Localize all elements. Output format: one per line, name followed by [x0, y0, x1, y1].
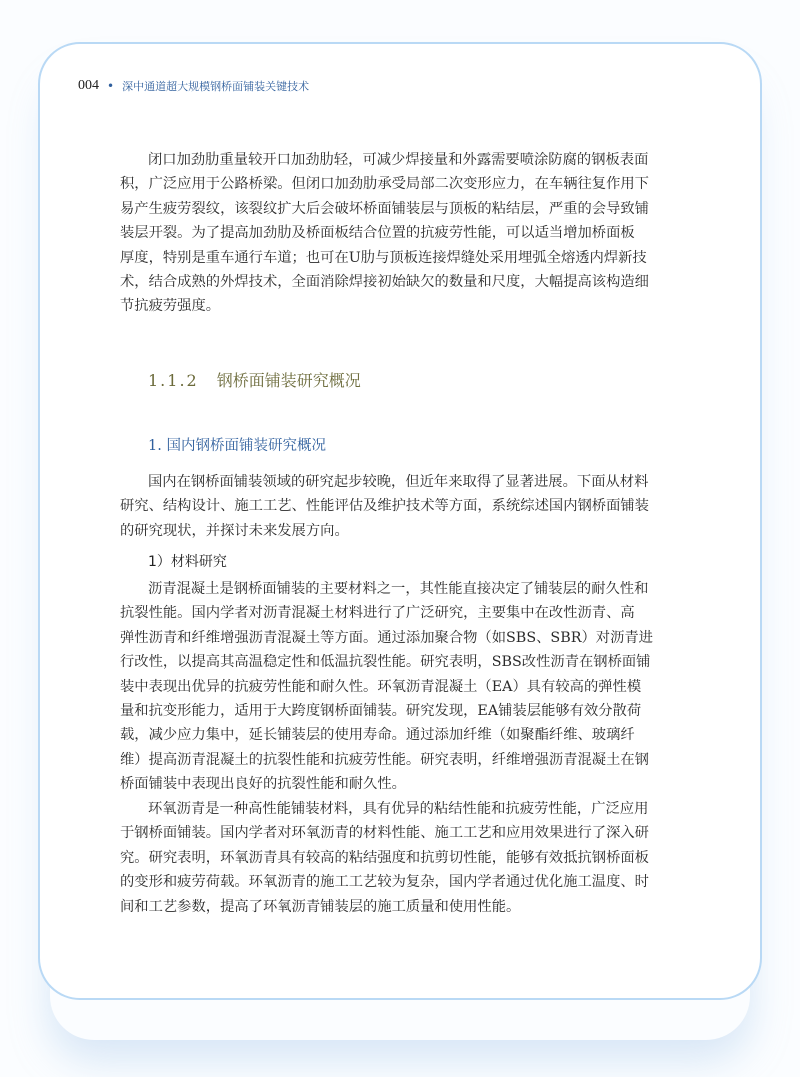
- text-line: 抗裂性能。国内学者对沥青混凝土材料进行了广泛研究，主要集中在改性沥青、高: [120, 605, 635, 622]
- text-line: 研究、结构设计、施工工艺、性能评估及维护技术等方面，系统综述国内钢桥面铺装: [120, 498, 649, 515]
- text-line: 间和工艺参数，提高了环氧沥青铺装层的施工质量和使用性能。: [120, 898, 521, 915]
- book-title: 深中通道超大规模钢桥面铺装关键技术: [122, 80, 310, 93]
- text-line: 桥面铺装中表现出良好的抗裂性能和耐久性。: [120, 776, 406, 793]
- text-line: 究。研究表明，环氧沥青具有较高的粘结强度和抗剪切性能，能够有效抵抗钢桥面板: [120, 849, 649, 866]
- text-line: 的变形和疲劳荷载。环氧沥青的施工工艺较为复杂，国内学者通过优化施工温度、时: [120, 874, 649, 891]
- text-line: 行改性，以提高其高温稳定性和低温抗裂性能。研究表明，SBS改性沥青在钢桥面铺: [120, 654, 651, 671]
- section-heading: [148, 368, 361, 391]
- text-line: 沥青混凝土是钢桥面铺装的主要材料之一，其性能直接决定了铺装层的耐久性和: [148, 581, 649, 597]
- text-line: 闭口加劲肋重量较开口加劲肋轻，可减少焊接量和外露需要喷涂防腐的钢板表面: [148, 152, 649, 168]
- text-line: 维）提高沥青混凝土的抗裂性能和抗疲劳性能。研究表明，纤维增强沥青混凝土在钢: [120, 751, 649, 768]
- section-title: 钢桥面铺装研究概况: [216, 371, 361, 390]
- text-line: 弹性沥青和纤维增强沥青混凝土等方面。通过添加聚合物（如SBS、SBR）对沥青进: [120, 629, 653, 646]
- section-number: 1.1.2: [148, 371, 199, 390]
- running-header: [78, 78, 309, 94]
- paragraph-4: [120, 797, 665, 919]
- text-line: 装层开裂。为了提高加劲肋及桥面板结合位置的抗疲劳性能，可以适当增加桥面板: [120, 225, 635, 242]
- text-line: 于钢桥面铺装。国内学者对环氧沥青的材料性能、施工工艺和应用效果进行了深入研: [120, 825, 649, 842]
- text-line: 量和抗变形能力，适用于大跨度钢桥面铺装。研究发现，EA铺装层能够有效分散荷: [120, 702, 642, 719]
- text-line: 环氧沥青是一种高性能铺装材料，具有优异的粘结性能和抗疲劳性能，广泛应用: [148, 801, 649, 817]
- text-line: 的研究现状，并探讨未来发展方向。: [120, 522, 349, 539]
- text-line: 载，减少应力集中，延长铺装层的使用寿命。通过添加纤维（如聚酯纤维、玻璃纤: [120, 727, 635, 744]
- text-line: 厚度，特别是重车通行车道；也可在U肋与顶板连接焊缝处采用埋弧全熔透内焊新技: [120, 249, 647, 266]
- text-line: 国内在钢桥面铺装领域的研究起步较晚，但近年来取得了显著进展。下面从材料: [148, 474, 649, 490]
- paragraph-1: [120, 148, 665, 319]
- header-separator: •: [107, 79, 115, 93]
- text-line: 装中表现出优异的抗疲劳性能和耐久性。环氧沥青混凝土（EA）具有较高的弹性模: [120, 678, 642, 695]
- text-line: 易产生疲劳裂纹，该裂纹扩大后会破坏桥面铺装层与顶板的粘结层，严重的会导致铺: [120, 200, 649, 217]
- subsection-heading: 1. 国内钢桥面铺装研究概况: [148, 438, 326, 454]
- text-line: 术，结合成熟的外焊技术，全面消除焊接初始缺欠的数量和尺度，大幅提高该构造细: [120, 273, 649, 290]
- paragraph-3: [120, 577, 665, 797]
- item-heading: 1）材料研究: [148, 554, 227, 570]
- paragraph-2: [120, 470, 665, 543]
- page-number: 004: [78, 78, 99, 93]
- text-line: 积，广泛应用于公路桥梁。但闭口加劲肋承受局部二次变形应力，在车辆往复作用下: [120, 176, 649, 193]
- text-line: 节抗疲劳强度。: [120, 298, 221, 315]
